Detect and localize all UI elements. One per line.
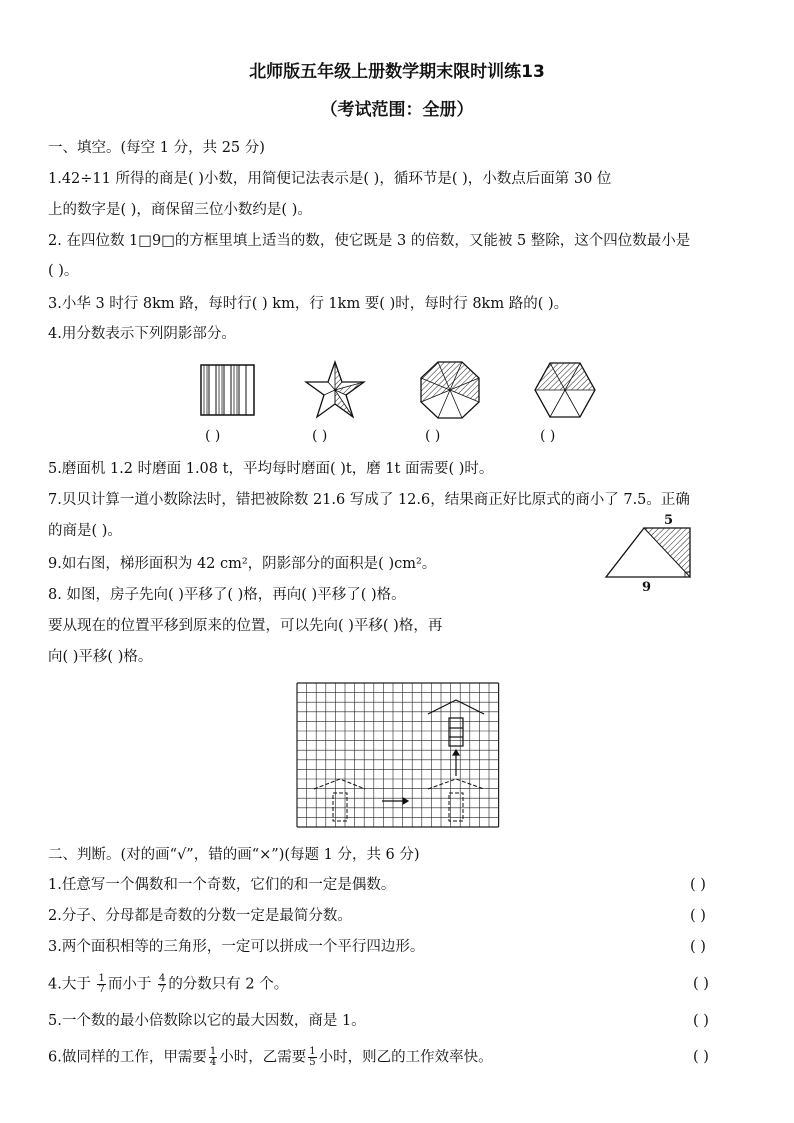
judge-item-1-text: 1.任意写一个偶数和一个奇数，它们的和一定是偶数。: [48, 877, 396, 893]
judge-item-4-text: 4.大于 $\frac{1}{7}$ 而小于 $\frac{4}{7}$ 的分数只有 2 个。: [48, 973, 289, 995]
q9: 9.如右图，梯形面积为 42 cm²，阴影部分的面积是( )cm²。: [48, 556, 437, 572]
judge-item-5-text: 5.一个数的最小倍数除以它的最大因数，商是 1。: [48, 1013, 366, 1029]
judge-item-6-text: 6.做同样的工作，甲需要 $\frac{1}{4}$ 小时，乙需要 $\frac{1}{5}$ 小时，则乙的工作效率快。: [48, 1046, 493, 1068]
trapezoid-figure: [604, 526, 694, 580]
q2-line2: ( )。: [48, 263, 79, 279]
section1-heading: 一、填空。(每空 1 分，共 25 分): [48, 140, 265, 156]
house-original: [428, 779, 484, 821]
q4-blank-2: ( ): [312, 428, 328, 444]
judge-item-6-blank: ( ): [693, 1049, 709, 1065]
trapezoid-bottom-label: 9: [642, 580, 652, 595]
page-title: 北师版五年级上册数学期末限时训练13: [249, 62, 545, 82]
q1-line1: 1.42÷11 所得的商是( )小数，用简便记法表示是( )，循环节是( )，小数点后面第 30 位: [48, 171, 612, 187]
house-current: [428, 700, 484, 746]
striped-rectangle-figure: [200, 364, 256, 416]
q4-blank-3: ( ): [425, 428, 441, 444]
octagon-figure: [418, 360, 482, 420]
q4-blank-1: ( ): [205, 428, 221, 444]
judge-item-3-text: 3.两个面积相等的三角形，一定可以拼成一个平行四边形。: [48, 939, 425, 955]
q1-line2: 上的数字是( )，商保留三位小数约是( )。: [48, 202, 312, 218]
trapezoid-top-label: 5: [664, 513, 674, 528]
q3: 3.小华 3 时行 8km 路，每时行( ) km，行 1km 要( )时，每时行 8km 路的( )。: [48, 296, 569, 312]
hexagon-figure: [533, 360, 597, 420]
judge-item-4-blank: ( ): [693, 976, 709, 992]
house-left: [314, 779, 365, 821]
judge-item-2-text: 2.分子、分母都是奇数的分数一定是最简分数。: [48, 908, 352, 924]
star-figure: [303, 360, 367, 420]
q2-line1: 2. 在四位数 1□9□的方框里填上适当的数，使它既是 3 的倍数，又能被 5 整除，这个四位数最小是: [48, 233, 691, 249]
section2-heading: 二、判断。(对的画“√”，错的画“×”)(每题 1 分，共 6 分): [48, 847, 420, 863]
fraction-one-seventh: $\frac{1}{7}$: [98, 973, 105, 995]
q7-line2: 的商是( )。: [48, 523, 122, 539]
arrow-right: [382, 798, 408, 804]
q4: 4.用分数表示下列阴影部分。: [48, 326, 236, 342]
arrow-up: [453, 750, 459, 776]
q4-blank-4: ( ): [540, 428, 556, 444]
fraction-one-quarter: $\frac{1}{4}$: [209, 1046, 217, 1068]
q8-line3: 向( )平移( )格。: [48, 649, 153, 665]
q8-line1: 8. 如图，房子先向( )平移了( )格，再向( )平移了( )格。: [48, 587, 406, 603]
judge-item-5-blank: ( ): [693, 1013, 709, 1029]
translation-grid-figure: [295, 681, 500, 831]
page-subtitle: （考试范围：全册）: [320, 100, 474, 120]
judge-item-3-blank: ( ): [690, 939, 706, 955]
fraction-four-sevenths: $\frac{4}{7}$: [158, 973, 166, 995]
judge-item-1-blank: ( ): [690, 877, 706, 893]
fraction-one-fifth: $\frac{1}{5}$: [309, 1046, 316, 1068]
q5: 5.磨面机 1.2 时磨面 1.08 t，平均每时磨面( )t，磨 1t 面需要( )时。: [48, 461, 494, 477]
q8-line2: 要从现在的位置平移到原来的位置，可以先向( )平移( )格，再: [48, 618, 443, 634]
judge-item-2-blank: ( ): [690, 908, 706, 924]
q7-line1: 7.贝贝计算一道小数除法时，错把被除数 21.6 写成了 12.6，结果商正好比原式的商小了 7.5。正确: [48, 492, 690, 508]
